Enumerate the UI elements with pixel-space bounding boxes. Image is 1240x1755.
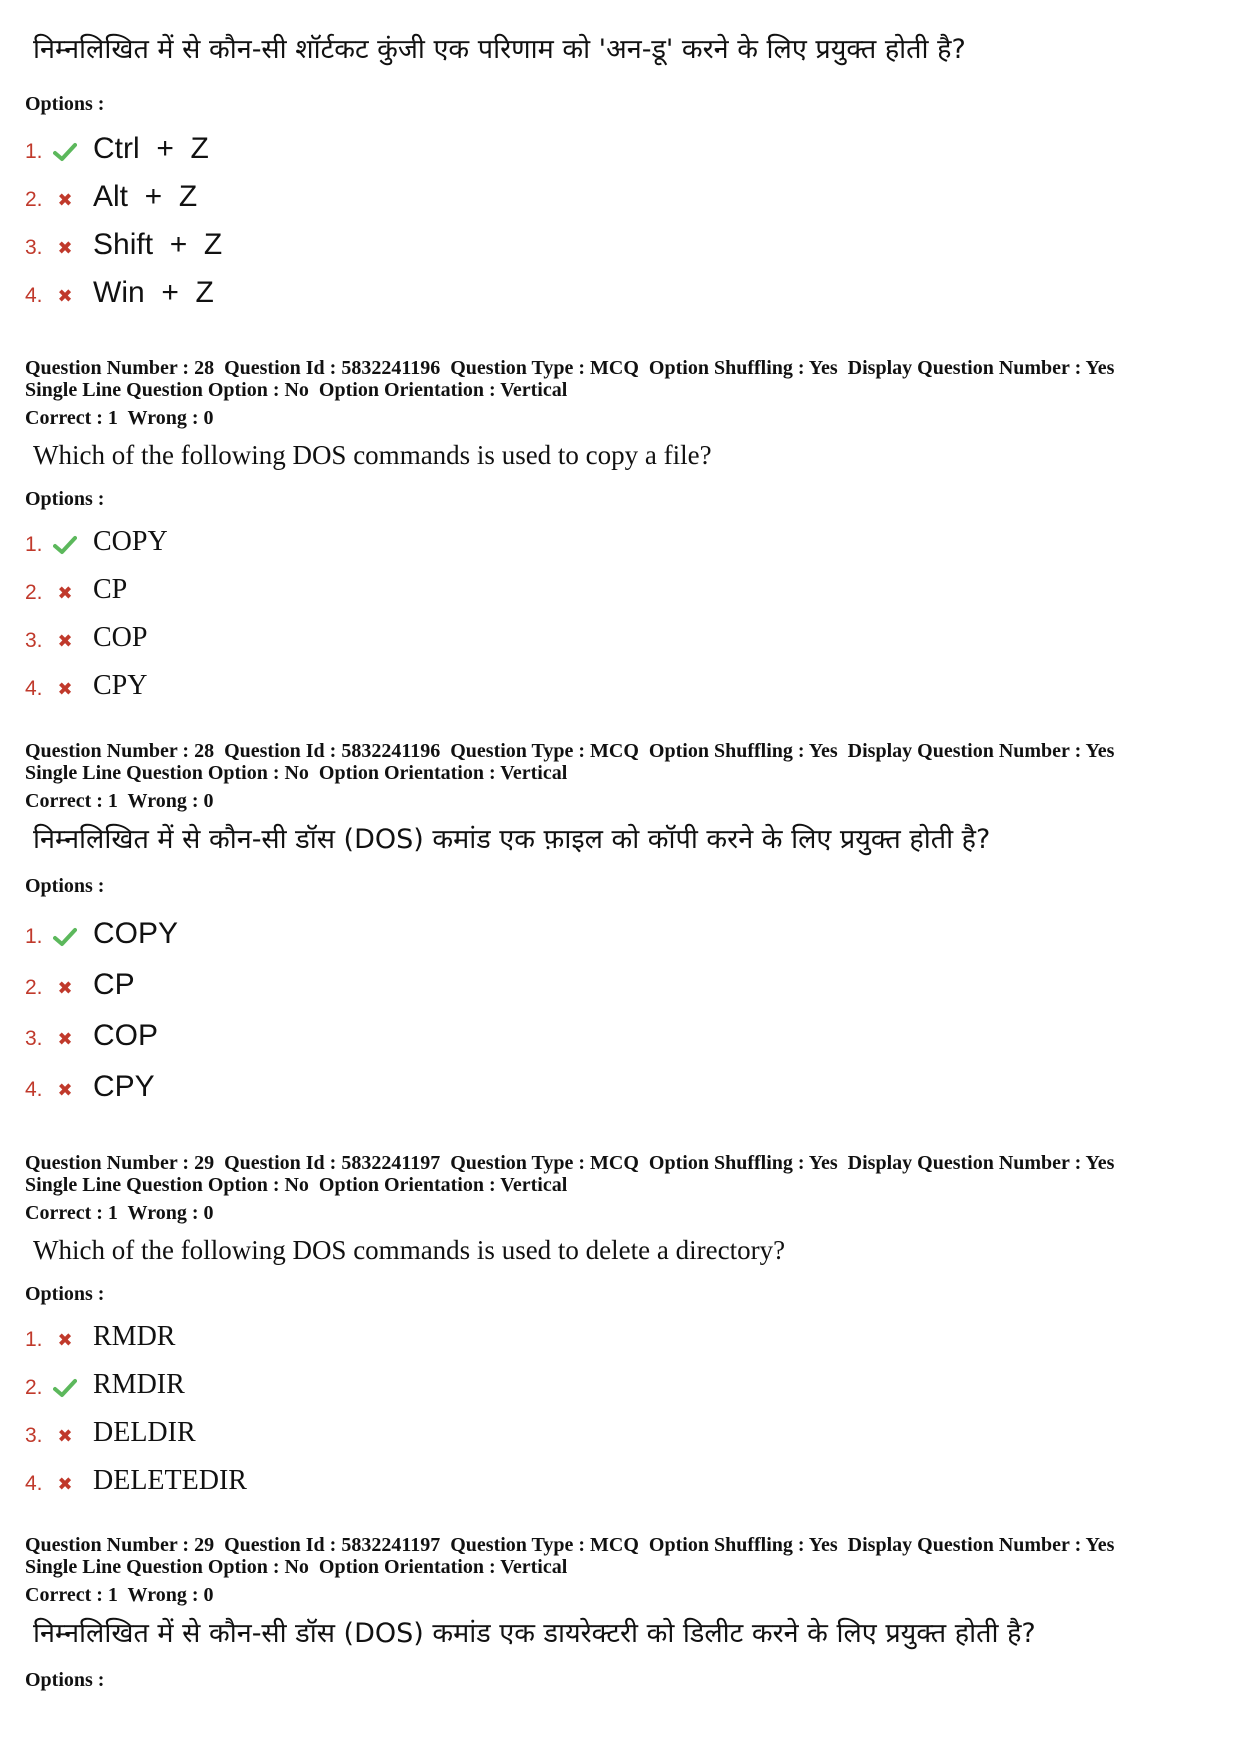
option-text: DELDIR bbox=[93, 1417, 196, 1448]
question-text: निम्नलिखित में से कौन-सी शॉर्टकट कुंजी एक परिणाम को 'अन-डू' करने के लिए प्रयुक्त होती है? bbox=[33, 34, 966, 65]
cross-icon: ✖ bbox=[57, 285, 73, 307]
question-text: Which of the following DOS commands is used to copy a file? bbox=[33, 440, 712, 470]
question-meta-line-2: Single Line Question Option : No Option Orientation : Vertical bbox=[25, 1556, 568, 1578]
option-text: COP bbox=[93, 1019, 159, 1052]
option-number: 3. bbox=[25, 1424, 43, 1447]
options-list bbox=[25, 900, 1225, 1104]
question-score: Correct : 1 Wrong : 0 bbox=[25, 790, 214, 812]
cross-icon: ✖ bbox=[57, 630, 73, 652]
option-2 bbox=[25, 1354, 1225, 1402]
cross-icon: ✖ bbox=[57, 678, 73, 700]
options-label: Options : bbox=[25, 488, 105, 510]
option-number: 3. bbox=[25, 236, 43, 259]
option-2 bbox=[25, 951, 1225, 1002]
option-number: 2. bbox=[25, 1376, 43, 1399]
question-29-english bbox=[25, 1152, 1225, 1498]
check-icon bbox=[49, 1374, 81, 1402]
option-2 bbox=[25, 559, 1225, 607]
question-meta-line-1: Question Number : 28 Question Id : 5832241196 Question Type : MCQ Option Shuffling : Yes Display Question Number : Yes bbox=[25, 740, 1115, 762]
check-icon bbox=[49, 138, 81, 166]
option-text: RMDIR bbox=[93, 1369, 185, 1400]
check-icon bbox=[49, 531, 81, 559]
option-text: CP bbox=[93, 574, 128, 605]
question-28-english bbox=[25, 357, 1225, 703]
check-icon bbox=[49, 923, 81, 951]
option-number: 4. bbox=[25, 284, 43, 307]
options-list bbox=[25, 118, 1225, 310]
question-27-hindi bbox=[25, 30, 1225, 310]
option-text: Alt + Z bbox=[93, 180, 198, 213]
option-3 bbox=[25, 214, 1225, 262]
question-meta-line-1: Question Number : 28 Question Id : 5832241196 Question Type : MCQ Option Shuffling : Yes Display Question Number : Yes bbox=[25, 357, 1115, 379]
question-meta-line-2: Single Line Question Option : No Option Orientation : Vertical bbox=[25, 379, 568, 401]
option-4 bbox=[25, 262, 1225, 310]
option-4 bbox=[25, 1053, 1225, 1104]
option-number: 3. bbox=[25, 1027, 43, 1050]
option-text: Shift + Z bbox=[93, 228, 223, 261]
option-4 bbox=[25, 655, 1225, 703]
option-3 bbox=[25, 1402, 1225, 1450]
option-number: 1. bbox=[25, 1328, 43, 1351]
options-label: Options : bbox=[25, 875, 105, 897]
option-text: Win + Z bbox=[93, 276, 214, 309]
option-1 bbox=[25, 900, 1225, 951]
option-text: COP bbox=[93, 622, 148, 653]
option-text: DELETEDIR bbox=[93, 1465, 247, 1496]
cross-icon: ✖ bbox=[57, 1079, 73, 1101]
options-list bbox=[25, 511, 1225, 703]
option-number: 2. bbox=[25, 188, 43, 211]
question-29-hindi bbox=[25, 1534, 1225, 1692]
option-text: Ctrl + Z bbox=[93, 132, 209, 165]
option-number: 2. bbox=[25, 581, 43, 604]
cross-icon: ✖ bbox=[57, 237, 73, 259]
cross-icon: ✖ bbox=[57, 1329, 73, 1351]
option-1 bbox=[25, 118, 1225, 166]
cross-icon: ✖ bbox=[57, 582, 73, 604]
option-3 bbox=[25, 607, 1225, 655]
question-28-hindi bbox=[25, 740, 1225, 1104]
question-meta-line-1: Question Number : 29 Question Id : 5832241197 Question Type : MCQ Option Shuffling : Yes Display Question Number : Yes bbox=[25, 1534, 1115, 1556]
question-text: निम्नलिखित में से कौन-सी डॉस (DOS) कमांड एक डायरेक्टरी को डिलीट करने के लिए प्रयुक्त होती है? bbox=[33, 1618, 1036, 1649]
options-label: Options : bbox=[25, 1283, 105, 1305]
option-text: CP bbox=[93, 968, 135, 1001]
option-number: 4. bbox=[25, 677, 43, 700]
option-number: 1. bbox=[25, 533, 43, 556]
question-score: Correct : 1 Wrong : 0 bbox=[25, 1202, 214, 1224]
question-meta-line-2: Single Line Question Option : No Option Orientation : Vertical bbox=[25, 762, 568, 784]
option-number: 2. bbox=[25, 976, 43, 999]
option-text: CPY bbox=[93, 670, 148, 701]
cross-icon: ✖ bbox=[57, 1425, 73, 1447]
question-text: निम्नलिखित में से कौन-सी डॉस (DOS) कमांड एक फ़ाइल को कॉपी करने के लिए प्रयुक्त होती है? bbox=[33, 824, 991, 855]
options-label: Options : bbox=[25, 1669, 105, 1691]
option-text: COPY bbox=[93, 917, 179, 950]
options-list bbox=[25, 1306, 1225, 1498]
option-text: COPY bbox=[93, 526, 168, 557]
question-meta-line-1: Question Number : 29 Question Id : 5832241197 Question Type : MCQ Option Shuffling : Yes Display Question Number : Yes bbox=[25, 1152, 1115, 1174]
option-4 bbox=[25, 1450, 1225, 1498]
option-text: RMDR bbox=[93, 1321, 176, 1352]
cross-icon: ✖ bbox=[57, 1028, 73, 1050]
question-text: Which of the following DOS commands is used to delete a directory? bbox=[33, 1235, 786, 1265]
question-score: Correct : 1 Wrong : 0 bbox=[25, 1584, 214, 1606]
cross-icon: ✖ bbox=[57, 977, 73, 999]
option-text: CPY bbox=[93, 1070, 155, 1103]
option-1 bbox=[25, 1306, 1225, 1354]
option-3 bbox=[25, 1002, 1225, 1053]
option-number: 1. bbox=[25, 925, 43, 948]
option-number: 4. bbox=[25, 1078, 43, 1101]
option-number: 1. bbox=[25, 140, 43, 163]
option-number: 4. bbox=[25, 1472, 43, 1495]
option-2 bbox=[25, 166, 1225, 214]
cross-icon: ✖ bbox=[57, 1473, 73, 1495]
option-number: 3. bbox=[25, 629, 43, 652]
options-label: Options : bbox=[25, 93, 105, 115]
option-1 bbox=[25, 511, 1225, 559]
cross-icon: ✖ bbox=[57, 189, 73, 211]
question-meta-line-2: Single Line Question Option : No Option Orientation : Vertical bbox=[25, 1174, 568, 1196]
question-score: Correct : 1 Wrong : 0 bbox=[25, 407, 214, 429]
